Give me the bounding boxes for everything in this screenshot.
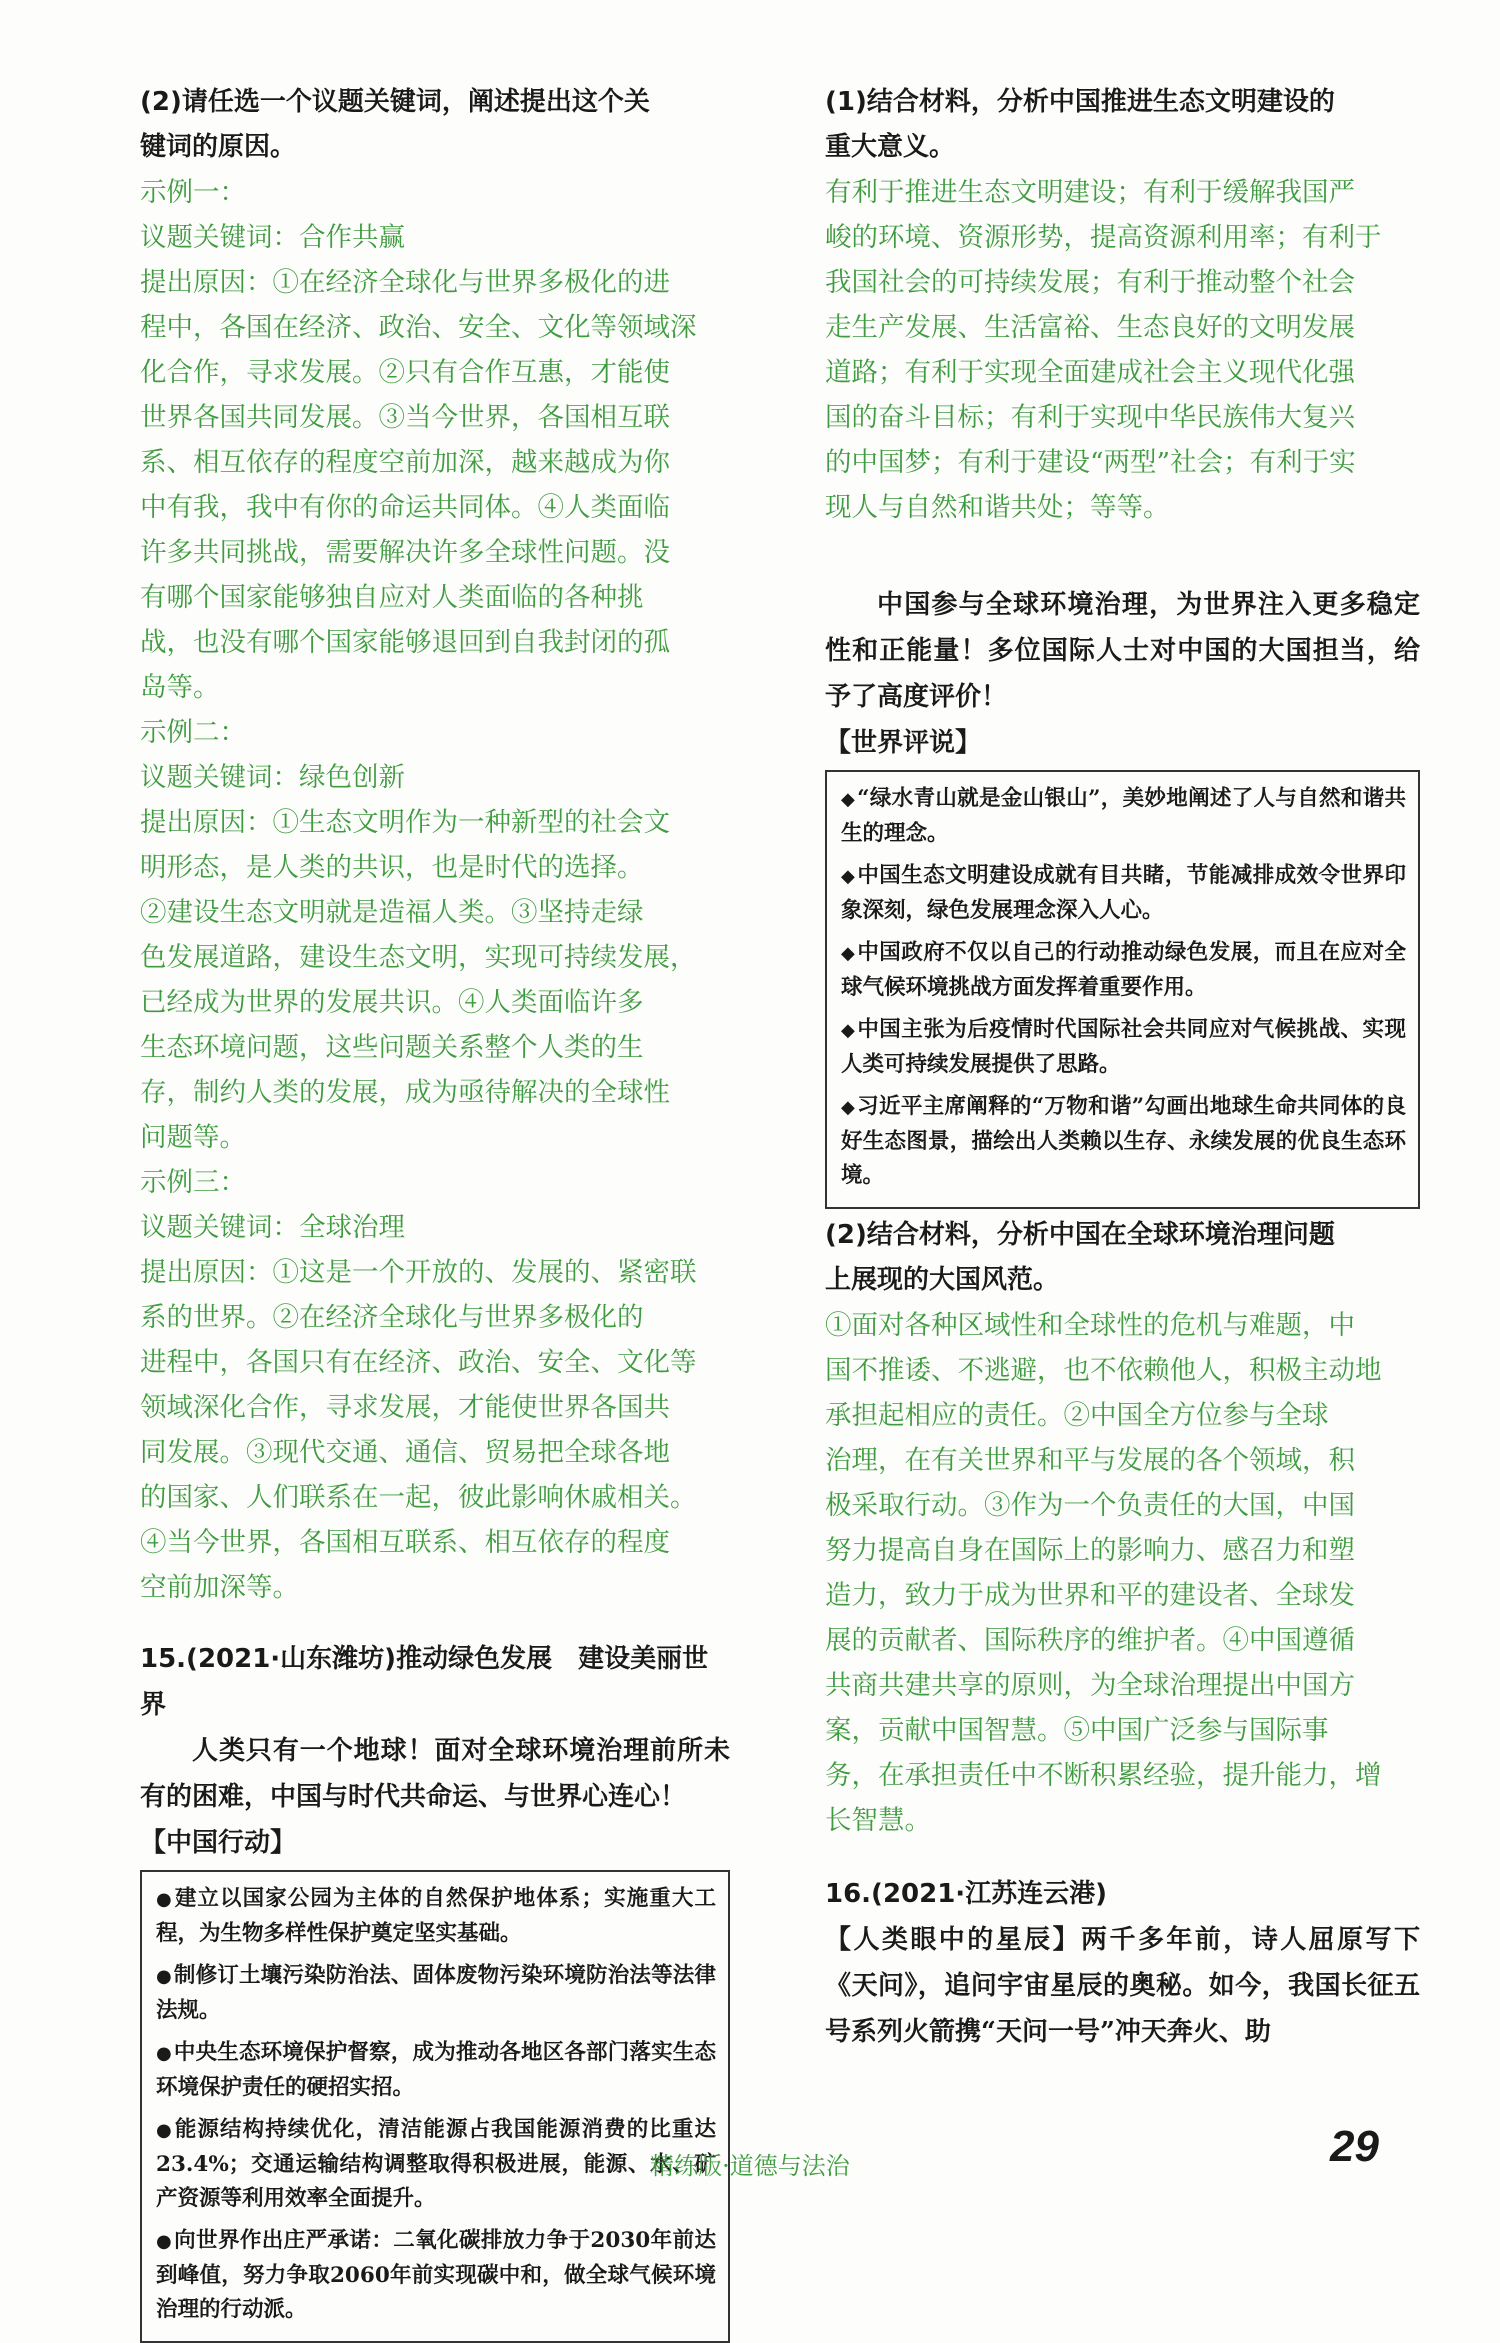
left-column xyxy=(140,80,730,2343)
right-column xyxy=(825,80,1420,2055)
answer-line: 示例二： xyxy=(140,717,246,748)
bullet-icon: ● xyxy=(156,1966,172,1987)
answer-line: 承担起相应的责任。②中国全方位参与全球 xyxy=(825,1400,1329,1431)
answer-line: 提出原因：①生态文明作为一种新型的社会文 xyxy=(140,807,670,838)
world-comment-tag: 【世界评说】 xyxy=(825,728,982,758)
answer-line: 案，贡献中国智慧。⑤中国广泛参与国际事 xyxy=(825,1715,1329,1746)
answer-line: 走生产发展、生活富裕、生态良好的文明发展 xyxy=(825,312,1355,343)
answer-line: 空前加深等。 xyxy=(140,1572,299,1603)
answer-line: 务，在承担责任中不断积累经验，提升能力，增 xyxy=(825,1760,1382,1791)
box-item-text: 中央生态环境保护督察，成为推动各地区各部门落实生态环境保护责任的硬招实招。 xyxy=(156,2040,716,2100)
page-number: 29 xyxy=(1330,2122,1379,2171)
answer-line: 已经成为世界的发展共识。④人类面临许多 xyxy=(140,987,644,1018)
q15-header: 15.(2021·山东潍坊)推动绿色发展 建设美丽世界 xyxy=(140,1644,709,1720)
answer-line: 同发展。③现代交通、通信、贸易把全球各地 xyxy=(140,1437,670,1468)
answer-line: 议题关键词：绿色创新 xyxy=(140,762,405,793)
q15-tag: 【中国行动】 xyxy=(140,1828,297,1858)
answer-line: 峻的环境、资源形势，提高资源利用率；有利于 xyxy=(825,222,1382,253)
answer-line: 提出原因：①在经济全球化与世界多极化的进 xyxy=(140,267,670,298)
answer-line: 系、相互依存的程度空前加深，越来越成为你 xyxy=(140,447,670,478)
bullet-icon: ◆ xyxy=(841,1097,856,1118)
answer-line: 示例一： xyxy=(140,177,246,208)
answer-line: 造力，致力于成为世界和平的建设者、全球发 xyxy=(825,1580,1355,1611)
q1-prompt xyxy=(825,80,1420,170)
answer-line: 战，也没有哪个国家能够退回到自我封闭的孤 xyxy=(140,627,670,658)
answer-line: 的中国梦；有利于建设“两型”社会；有利于实 xyxy=(825,447,1356,478)
q2-prompt xyxy=(140,80,730,170)
bullet-icon: ◆ xyxy=(841,943,856,964)
answer-line: 色发展道路，建设生态文明，实现可持续发展， xyxy=(140,942,697,973)
answer-line: 程中，各国在经济、政治、安全、文化等领域深 xyxy=(140,312,697,343)
q15-intro: 人类只有一个地球！面对全球环境治理前所未有的困难，中国与时代共命运、与世界心连心！ xyxy=(140,1736,730,1812)
box-item-text: 习近平主席阐释的“万物和谐”勾画出地球生命共同体的良好生态图景，描绘出人类赖以生存、永续发展的优良生态环境。 xyxy=(841,1094,1406,1188)
bullet-icon: ◆ xyxy=(841,1020,856,1041)
answer-line: 问题等。 xyxy=(140,1122,246,1153)
answer-line: 岛等。 xyxy=(140,672,220,703)
box-item-text: 中国生态文明建设成就有目共睹，节能减排成效令世界印象深刻，绿色发展理念深入人心。 xyxy=(841,863,1406,923)
answer-line: 极采取行动。③作为一个负责任的大国，中国 xyxy=(825,1490,1355,1521)
answer-line: ①面对各种区域性和全球性的危机与难题，中 xyxy=(825,1310,1355,1341)
q1-prompt-line: 重大意义。 xyxy=(825,132,956,162)
bullet-icon: ● xyxy=(156,2231,173,2252)
answer-line: 系的世界。②在经济全球化与世界多极化的 xyxy=(140,1302,644,1333)
answer-line: 国的奋斗目标；有利于实现中华民族伟大复兴 xyxy=(825,402,1355,433)
answer-line: 道路；有利于实现全面建成社会主义现代化强 xyxy=(825,357,1355,388)
box-item xyxy=(156,1882,716,1951)
answer-line: 议题关键词：合作共赢 xyxy=(140,222,405,253)
answer-line: ④当今世界，各国相互联系、相互依存的程度 xyxy=(140,1527,670,1558)
answer-line: 世界各国共同发展。③当今世界，各国相互联 xyxy=(140,402,670,433)
box-item xyxy=(156,2224,716,2327)
q2-right-prompt xyxy=(825,1213,1420,1303)
answer-line: 化合作，寻求发展。②只有合作互惠，才能使 xyxy=(140,357,670,388)
answer-line: ②建设生态文明就是造福人类。③坚持走绿 xyxy=(140,897,644,928)
answer-line: 的国家、人们联系在一起，彼此影响休戚相关。 xyxy=(140,1482,697,1513)
box-item xyxy=(841,782,1406,851)
box-item-text: “绿水青山就是金山银山”，美妙地阐述了人与自然和谐共生的理念。 xyxy=(841,786,1406,846)
box-item xyxy=(156,1959,716,2028)
box-item xyxy=(841,1013,1406,1082)
answer-line: 国不推诿、不逃避，也不依赖他人，积极主动地 xyxy=(825,1355,1382,1386)
box-item xyxy=(841,1090,1406,1193)
box-item xyxy=(841,859,1406,928)
q1-answer xyxy=(825,170,1420,530)
answer-line: 生态环境问题，这些问题关系整个人类的生 xyxy=(140,1032,644,1063)
box-item-text: 中国政府不仅以自己的行动推动绿色发展，而且在应对全球气候环境挑战方面发挥着重要作用。 xyxy=(841,940,1406,1000)
world-comment-box xyxy=(825,770,1420,1209)
answer-line: 治理，在有关世界和平与发展的各个领域，积 xyxy=(825,1445,1355,1476)
answer-line: 中有我，我中有你的命运共同体。④人类面临 xyxy=(140,492,670,523)
box-item-text: 向世界作出庄严承诺：二氧化碳排放力争于2030年前达到峰值，努力争取2060年前实现碳中和，做全球气候环境治理的行动派。 xyxy=(156,2228,716,2322)
q2-prompt-line: 键词的原因。 xyxy=(140,132,297,162)
box-item-text: 建立以国家公园为主体的自然保护地体系；实施重大工程，为生物多样性保护奠定坚实基础。 xyxy=(156,1886,716,1946)
box-item xyxy=(841,936,1406,1005)
q2-answer xyxy=(140,170,730,1610)
answer-line: 领域深化合作，寻求发展，才能使世界各国共 xyxy=(140,1392,670,1423)
answer-line: 明形态，是人类的共识，也是时代的选择。 xyxy=(140,852,644,883)
bullet-icon: ◆ xyxy=(841,789,856,810)
answer-line: 议题关键词：全球治理 xyxy=(140,1212,405,1243)
answer-line: 示例三： xyxy=(140,1167,246,1198)
answer-line: 进程中，各国只有在经济、政治、安全、文化等 xyxy=(140,1347,697,1378)
china-action-box xyxy=(140,1870,730,2343)
q2-right-answer xyxy=(825,1303,1420,1843)
box-item-text: 中国主张为后疫情时代国际社会共同应对气候挑战、实现人类可持续发展提供了思路。 xyxy=(841,1017,1406,1077)
box-item-text: 制修订土壤污染防治法、固体废物污染环境防治法等法律法规。 xyxy=(156,1963,716,2023)
answer-line: 现人与自然和谐共处；等等。 xyxy=(825,492,1170,523)
answer-line: 我国社会的可持续发展；有利于推动整个社会 xyxy=(825,267,1355,298)
bullet-icon: ◆ xyxy=(841,866,856,887)
bullet-icon: ● xyxy=(156,2043,172,2064)
q2-prompt-line: (2)请任选一个议题关键词，阐述提出这个关 xyxy=(140,87,650,117)
q2-right-prompt-line: 上展现的大国风范。 xyxy=(825,1265,1060,1295)
box-item-text: 能源结构持续优化，清洁能源占我国能源消费的比重达23.4%；交通运输结构调整取得积极进展，能源、水、矿产资源等利用效率全面提升。 xyxy=(156,2117,716,2211)
footer-title: 精练版·道德与法治 xyxy=(650,2152,850,2180)
answer-line: 提出原因：①这是一个开放的、发展的、紧密联 xyxy=(140,1257,697,1288)
answer-line: 许多共同挑战，需要解决许多全球性问题。没 xyxy=(140,537,670,568)
answer-line: 共商共建共享的原则，为全球治理提出中国方 xyxy=(825,1670,1355,1701)
q16-body: 【人类眼中的星辰】两千多年前，诗人屈原写下《天问》，追问宇宙星辰的奥秘。如今，我国长征五号系列火箭携“天问一号”冲天奔火、助 xyxy=(825,1925,1420,2047)
answer-line: 有利于推进生态文明建设；有利于缓解我国严 xyxy=(825,177,1355,208)
answer-line: 展的贡献者、国际秩序的维护者。④中国遵循 xyxy=(825,1625,1355,1656)
material2-intro: 中国参与全球环境治理，为世界注入更多稳定性和正能量！多位国际人士对中国的大国担当，给予了高度评价！ xyxy=(825,590,1420,712)
bullet-icon: ● xyxy=(156,1889,173,1910)
answer-line: 长智慧。 xyxy=(825,1805,931,1836)
bullet-icon: ● xyxy=(156,2120,173,2141)
q16-header: 16.(2021·江苏连云港) xyxy=(825,1879,1108,1909)
answer-line: 有哪个国家能够独自应对人类面临的各种挑 xyxy=(140,582,644,613)
q2-right-prompt-line: (2)结合材料，分析中国在全球环境治理问题 xyxy=(825,1220,1335,1250)
q1-prompt-line: (1)结合材料，分析中国推进生态文明建设的 xyxy=(825,87,1335,117)
answer-line: 努力提高自身在国际上的影响力、感召力和塑 xyxy=(825,1535,1355,1566)
answer-line: 存，制约人类的发展，成为亟待解决的全球性 xyxy=(140,1077,670,1108)
box-item xyxy=(156,2036,716,2105)
